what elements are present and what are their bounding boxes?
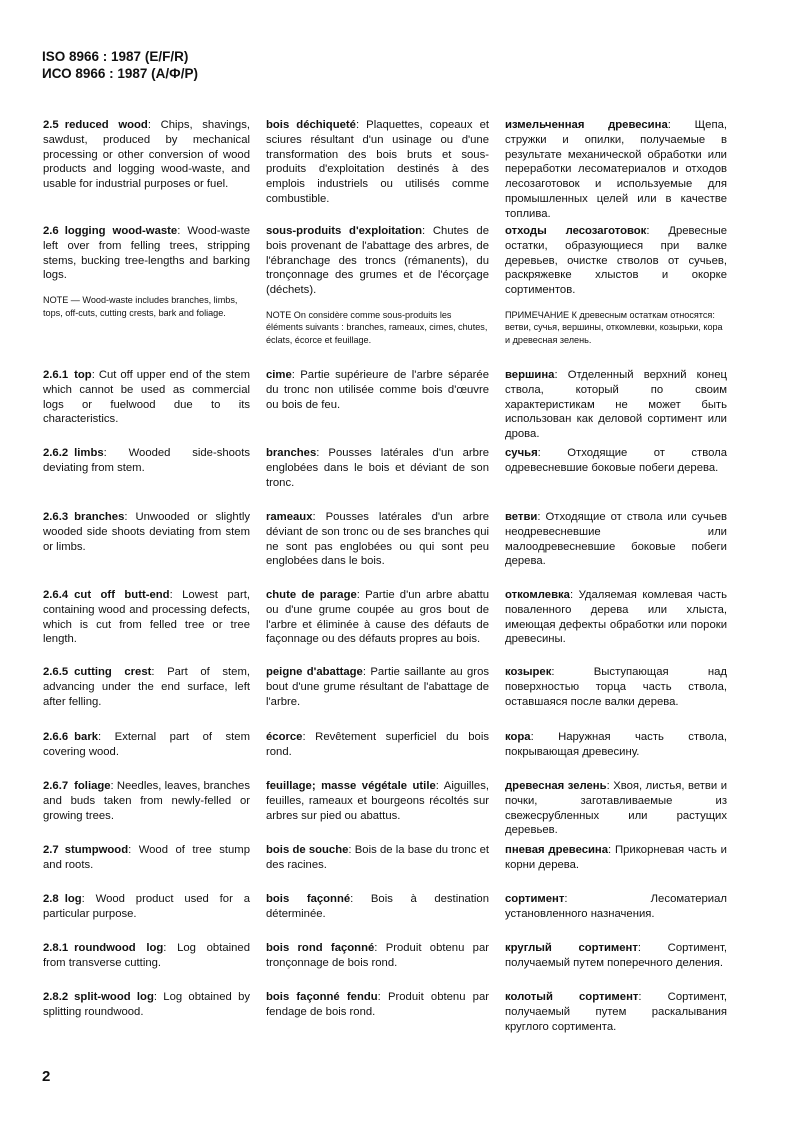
entry-fr: bois déchiqueté: Plaquettes, copeaux et sciures résultant d'un usinage ou d'une transformation des bois bruts et sous-produits d'exploitation destinés à des emplois industriels ou utilisés comme combustible. (266, 119, 489, 205)
entry-fr: sous-produits d'exploitation: Chutes de bois provenant de l'abattage des arbres, de l'ébranchage des troncs (rémanents), du tronçonnage des grumes et de l'écorçage (déchets). NOTE On considère comme sous-produits les éléments suivants : branches, rameaux, cimes, chutes, éclats, écorce et feuillage. (266, 225, 489, 345)
entry-fr: bois de souche: Bois de la base du tronc et des racines. (266, 844, 490, 871)
entry-ru: вершина: Отделенный верхний конец ствола, который по своим характеристикам не может быть использован как деловой сортимент или дрова. (505, 369, 727, 441)
entry-en: 2.6.2 limbs: Wooded side-shoots deviating from stem. (43, 447, 250, 474)
entry-ru: ветви: Отходящие от ствола или сучьев неодревесневшие или малоодревесневшие боковые побеги дерева. (505, 511, 727, 568)
entry-ru: кора: Наружная часть ствола, покрывающая древесину. (505, 731, 727, 758)
entry-fr: branches: Pousses latérales d'un arbre englobées dans le bois et déviant de son tronc. (266, 447, 489, 489)
entry-fr: bois façonné fendu: Produit obtenu par fendage de bois rond. (266, 991, 489, 1018)
entry-en: 2.5 reduced wood: Chips, shavings, sawdust, produced by mechanical processing or other conversion of wood products and logging wood-waste, and usable for industrial purposes or fuel. (43, 119, 250, 191)
entry-ru: сортимент: Лесоматериал установленного назначения. (505, 893, 727, 920)
entry-ru: древесная зелень: Хвоя, листья, ветви и почки, заготавливаемые из свежесрубленных или растущих деревьев. (505, 780, 728, 837)
entry-en: 2.8.2 split-wood log: Log obtained by splitting roundwood. (43, 991, 250, 1018)
note-fr: NOTE On considère comme sous-produits les éléments suivants : branches, rameaux, cimes, chutes, éclats, écorce et feuillage. (266, 309, 488, 345)
entry-fr: peigne d'abattage: Partie saillante au gros bout d'une grume résultant de l'abattage de l'arbre. (266, 666, 489, 708)
page-number: 2 (42, 1068, 51, 1085)
entry-ru: откомлевка: Удаляемая комлевая часть поваленного дерева или хлыста, имеющая дефекты обработки или пороки древесины. (505, 589, 727, 646)
entry-fr: écorce: Revêtement superficiel du bois rond. (266, 731, 489, 758)
entry-ru: отходы лесозаготовок: Древесные остатки, образующиеся при валке деревьев, очистке стволов от сучьев, раскряжевке хлыстов и окорке сортиментов. ПРИМЕЧАНИЕ К древесным остаткам относятся: ветви, сучья, вершины, откомлевки, козырьки, кора и древесная зелень. (505, 225, 727, 345)
note-en: NOTE — Wood-waste includes branches, limbs, tops, off-cuts, cutting crests, bark and foliage. (43, 295, 238, 318)
entry-ru: козырек: Выступающая над поверхностью торца часть ствола, оставшаяся после валки дерева. (505, 666, 727, 708)
entry-ru: круглый сортимент: Сортимент, получаемый путем поперечного деления. (505, 942, 727, 969)
entry-en: 2.8.1 roundwood log: Log obtained from transverse cutting. (43, 942, 250, 969)
entry-ru: пневая древесина: Прикорневая часть и корни дерева. (505, 844, 727, 871)
entry-en: 2.6 logging wood-waste: Wood-waste left over from felling trees, stripping stems, bucking tree-lengths and barking logs. NOTE — Wood-waste includes branches, limbs, tops, off-cuts, cutting crests, bark and foliage. (43, 225, 250, 318)
document-header (42, 48, 198, 82)
note-ru: ПРИМЕЧАНИЕ К древесным остаткам относятся: ветви, сучья, вершины, откомлевки, козырьки, кора и древесная зелень. (505, 309, 723, 345)
entry-ru: колотый сортимент: Сортимент, получаемый путем раскалывания круглого сортимента. (505, 991, 727, 1033)
entry-en: 2.7 stumpwood: Wood of tree stump and roots. (43, 844, 250, 871)
header-standard-latin: ISO 8966 : 1987 (E/F/R) (42, 49, 189, 64)
entry-fr: bois façonné: Bois à destination déterminée. (266, 893, 489, 920)
entry-en: 2.6.1 top: Cut off upper end of the stem which cannot be used as commercial logs or fuelwood due to its characteristics. (43, 369, 250, 426)
entry-en: 2.6.7 foliage: Needles, leaves, branches and buds taken from newly-felled or growing trees. (43, 780, 250, 822)
entry-en: 2.8 log: Wood product used for a particular purpose. (43, 893, 250, 920)
entry-ru: сучья: Отходящие от ствола одревесневшие боковые побеги дерева. (505, 447, 727, 474)
header-standard-cyrillic: ИСО 8966 : 1987 (А/Ф/Р) (42, 66, 198, 81)
entry-fr: bois rond façonné: Produit obtenu par tronçonnage de bois rond. (266, 942, 489, 969)
entry-fr: feuillage; masse végétale utile: Aiguilles, feuilles, rameaux et bourgeons récoltés sur arbres sur pied ou abattus. (266, 780, 489, 822)
entry-ru: измельченная древесина: Щепа, стружки и опилки, получаемые в результате механической обработки или переработки лесоматериалов и отходов лесозаготовок и используемые для промышленных целей или в качестве топлива. (505, 119, 727, 220)
entry-en: 2.6.3 branches: Unwooded or slightly wooded side shoots deviating from stem or limbs. (43, 511, 250, 553)
entry-fr: rameaux: Pousses latérales d'un arbre déviant de son tronc ou de ses branches qui ne sont pas englobées ou qui sont peu englobées dans le bois. (266, 511, 489, 568)
entry-en: 2.6.5 cutting crest: Part of stem, advancing under the end surface, left after felling. (43, 666, 250, 708)
entry-en: 2.6.4 cut off butt-end: Lowest part, containing wood and processing defects, which is cut from felled tree or tree length. (43, 589, 250, 646)
entry-fr: cime: Partie supérieure de l'arbre séparée du tronc non utilisée comme bois d'œuvre ou bois de feu. (266, 369, 489, 411)
entry-fr: chute de parage: Partie d'un arbre abattu ou d'une grume coupée au gros bout de l'arbre et éliminée à cause des défauts de façonnage ou des défauts propres au bois. (266, 589, 489, 646)
entry-en: 2.6.6 bark: External part of stem covering wood. (43, 731, 250, 758)
